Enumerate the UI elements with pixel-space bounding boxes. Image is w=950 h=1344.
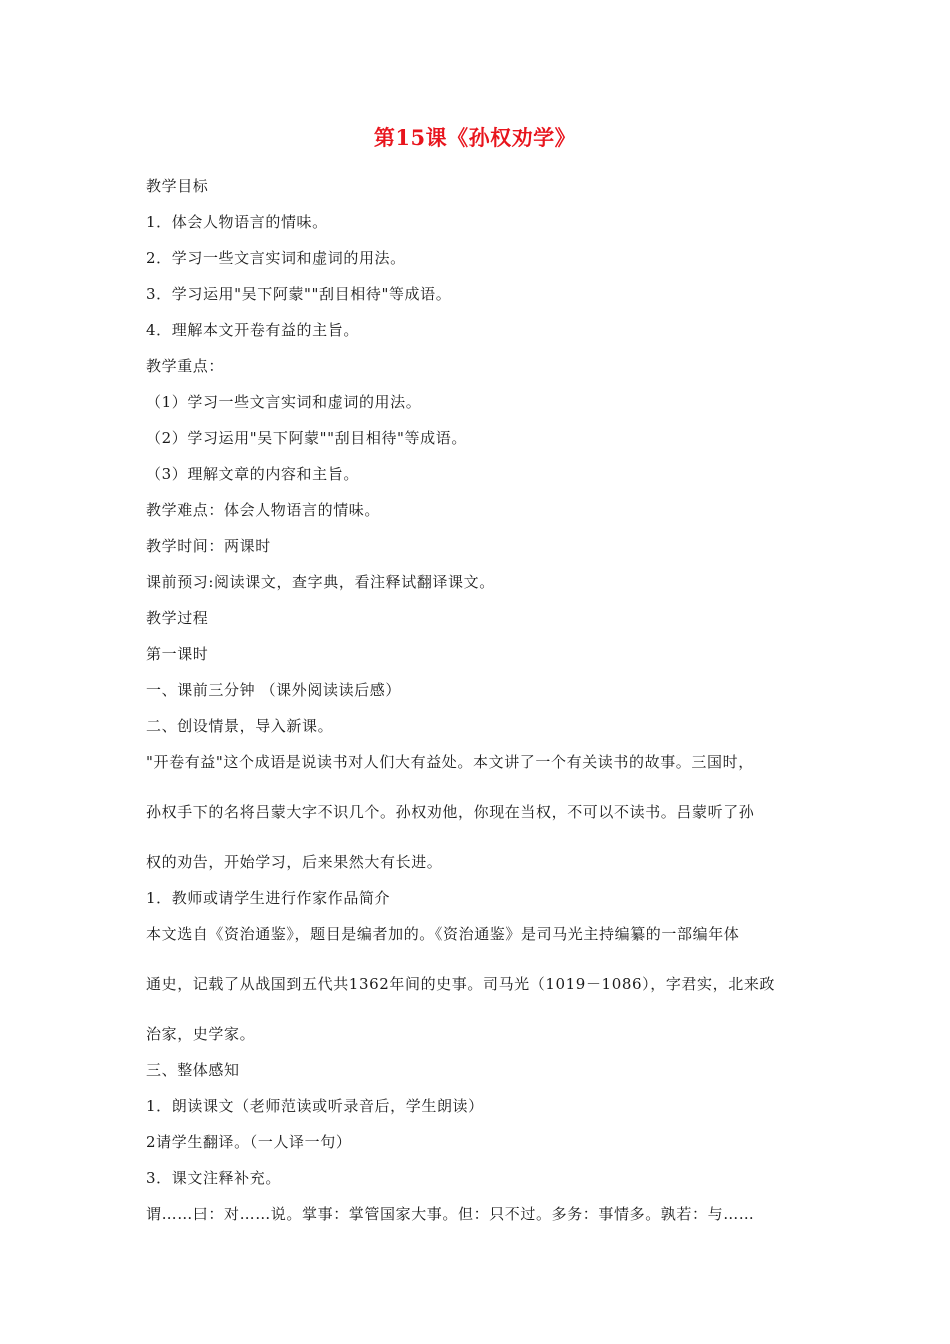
paragraph-line: 孙权手下的名将吕蒙大字不识几个。孙权劝他，你现在当权，不可以不读书。吕蒙听了孙 <box>146 803 755 821</box>
text-line: 2．学习一些文言实词和虚词的用法。 <box>146 249 406 267</box>
text-line: 教学重点： <box>146 357 225 375</box>
paragraph-line: 权的劝告，开始学习，后来果然大有长进。 <box>146 853 443 871</box>
text-line: 教学过程 <box>146 609 209 627</box>
text-line: 教学时间：两课时 <box>146 537 271 555</box>
text-line: 1．体会人物语言的情味。 <box>146 213 328 231</box>
text-line: 二、创设情景，导入新课。 <box>146 717 334 735</box>
paragraph-line: 本文选自《资治通鉴》，题目是编者加的。《资治通鉴》是司马光主持编纂的一部编年体 <box>146 925 740 943</box>
text-line: 4．理解本文开卷有益的主旨。 <box>146 321 359 339</box>
text-line: 1．教师或请学生进行作家作品简介 <box>146 889 391 907</box>
paragraph-author-intro <box>146 922 810 1046</box>
text-line: 课前预习:阅读课文，查字典，看注释试翻译课文。 <box>146 573 495 591</box>
document-body <box>146 174 810 1238</box>
text-line: 谓……曰：对……说。掌事：掌管国家大事。但：只不过。多务：事情多。孰若：与…… <box>146 1205 755 1223</box>
text-line: 3．课文注释补充。 <box>146 1169 281 1187</box>
paragraph-line: "开卷有益"这个成语是说读书对人们大有益处。本文讲了一个有关读书的故事。三国时， <box>146 753 754 771</box>
text-line: 一、课前三分钟 （课外阅读读后感） <box>146 681 401 699</box>
text-line: 3．学习运用"吴下阿蒙""刮目相待"等成语。 <box>146 285 452 303</box>
page-title: 第15课《孙权劝学》 <box>373 125 577 150</box>
text-line: 第一课时 <box>146 645 209 663</box>
text-line: 1．朗读课文（老师范读或听录音后，学生朗读） <box>146 1097 484 1115</box>
text-line: 教学难点：体会人物语言的情味。 <box>146 501 381 519</box>
paragraph-line: 通史，记载了从战国到五代共1362年间的史事。司马光（1019－1086），字君实，北来政 <box>146 975 776 993</box>
paragraph-intro-story <box>146 750 810 874</box>
text-line: （2）学习运用"吴下阿蒙""刮目相待"等成语。 <box>146 429 467 447</box>
text-line: （1）学习一些文言实词和虚词的用法。 <box>146 393 422 411</box>
text-line: 2请学生翻译。（一人译一句） <box>146 1133 352 1151</box>
paragraph-line: 治家，史学家。 <box>146 1025 256 1043</box>
text-line: 三、整体感知 <box>146 1061 240 1079</box>
text-line: （3）理解文章的内容和主旨。 <box>146 465 359 483</box>
text-line: 教学目标 <box>146 177 209 195</box>
